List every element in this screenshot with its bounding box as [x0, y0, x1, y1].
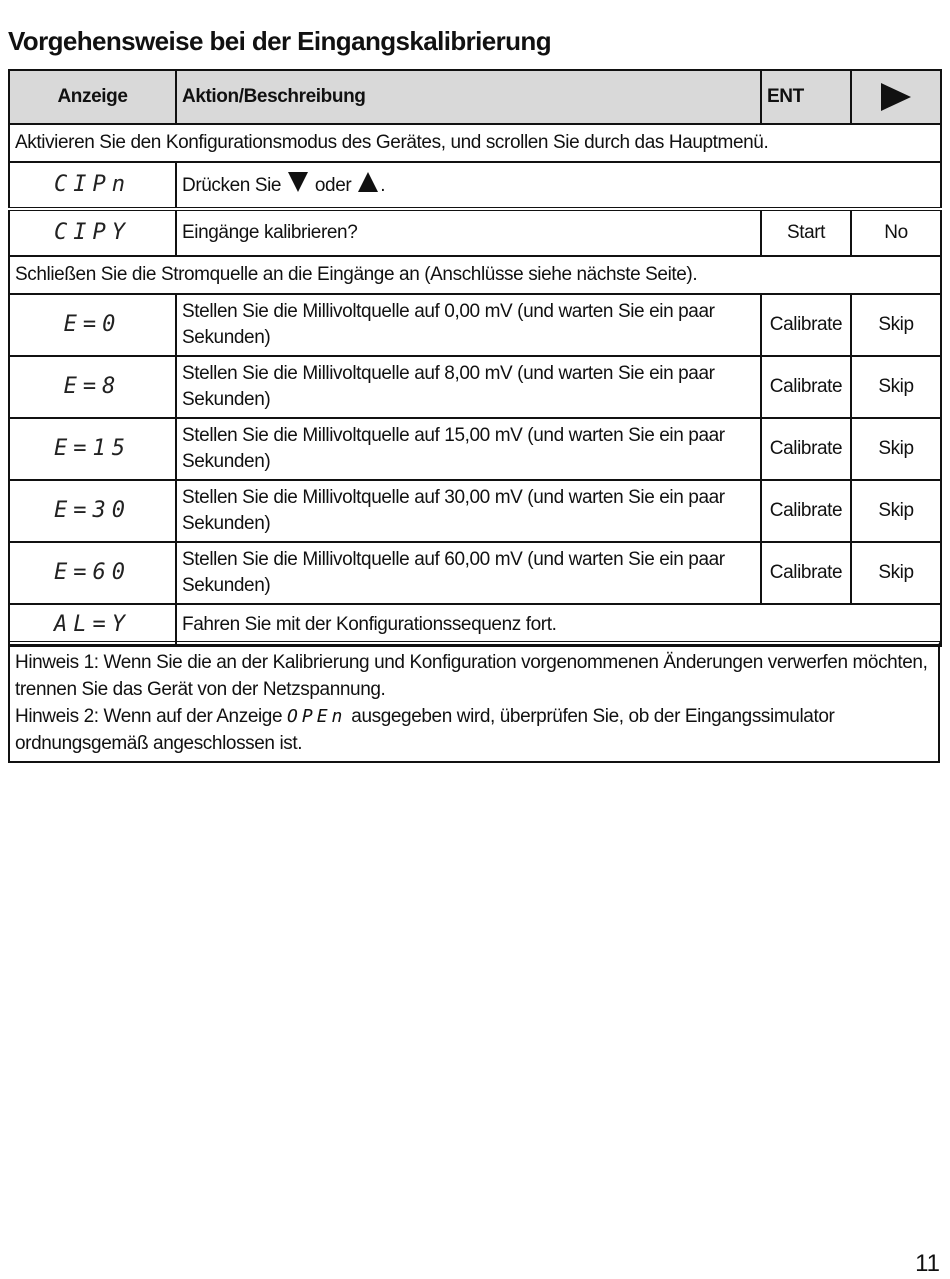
table-row-intro: [9, 124, 941, 162]
triangle-up-icon: [358, 172, 378, 192]
calibration-procedure-table: [8, 69, 942, 647]
calibrate-action: Calibrate: [761, 418, 851, 480]
table-row-calibration: [9, 542, 941, 604]
skip-action: Skip: [851, 356, 941, 418]
display-e30: E=30: [9, 480, 176, 542]
header-action: Aktion/Beschreibung: [176, 70, 761, 124]
note-2-display: OPEn: [287, 706, 347, 727]
calibration-text: Stellen Sie die Millivoltquelle auf 0,00 mV (und warten Sie ein paar Sekunden): [176, 294, 761, 356]
table-row-cipy: [9, 209, 941, 256]
display-aly: AL=Y: [9, 604, 176, 646]
display-cipn: CIPn: [9, 162, 176, 209]
note-2-before: Hinweis 2: Wenn auf der Anzeige: [15, 706, 283, 727]
note-1: Hinweis 1: Wenn Sie die an der Kalibrierung und Konfiguration vorgenommenen Änderungen verwerfen möchten, trennen Sie das Gerät von der Netzspannung.: [15, 652, 928, 700]
calibration-text: Stellen Sie die Millivoltquelle auf 8,00 mV (und warten Sie ein paar Sekunden): [176, 356, 761, 418]
skip-action: Skip: [851, 294, 941, 356]
triangle-down-icon: [288, 172, 308, 192]
connect-text: Schließen Sie die Stromquelle an die Eingänge an (Anschlüsse siehe nächste Seite).: [9, 256, 941, 294]
skip-action: Skip: [851, 418, 941, 480]
play-arrow-icon: [881, 83, 911, 111]
cipn-text-after: .: [380, 174, 386, 196]
calibration-text: Stellen Sie die Millivoltquelle auf 30,00 mV (und warten Sie ein paar Sekunden): [176, 480, 761, 542]
display-e15: E=15: [9, 418, 176, 480]
aly-text: Fahren Sie mit der Konfigurationssequenz fort.: [176, 604, 941, 646]
note-2-after: ausgegeben wird, überprüfen Sie, ob der Eingangssimulator ordnungsgemäß angeschlossen ist.: [15, 706, 835, 754]
calibration-text: Stellen Sie die Millivoltquelle auf 15,00 mV (und warten Sie ein paar Sekunden): [176, 418, 761, 480]
table-row-cipn: [9, 162, 941, 209]
calibrate-action: Calibrate: [761, 294, 851, 356]
display-e0: E=0: [9, 294, 176, 356]
cipy-next-action: No: [851, 209, 941, 256]
table-row-calibration: [9, 356, 941, 418]
table-row-calibration: [9, 418, 941, 480]
header-ent: ENT: [761, 70, 851, 124]
display-cipy: CIPY: [9, 209, 176, 256]
cipy-ent-action: Start: [761, 209, 851, 256]
header-next: [851, 70, 941, 124]
cipn-text-middle: oder: [314, 174, 352, 196]
table-header-row: [9, 70, 941, 124]
skip-action: Skip: [851, 480, 941, 542]
page-number: 11: [915, 1250, 940, 1277]
skip-action: Skip: [851, 542, 941, 604]
cipn-instruction: [176, 162, 941, 209]
calibrate-action: Calibrate: [761, 542, 851, 604]
calibrate-action: Calibrate: [761, 356, 851, 418]
page-title: Vorgehensweise bei der Eingangskalibrierung: [8, 26, 551, 56]
header-display: Anzeige: [9, 70, 176, 124]
notes-box: [8, 641, 940, 763]
cipy-text: Eingänge kalibrieren?: [176, 209, 761, 256]
display-e8: E=8: [9, 356, 176, 418]
calibration-text: Stellen Sie die Millivoltquelle auf 60,00 mV (und warten Sie ein paar Sekunden): [176, 542, 761, 604]
note-2: [15, 703, 933, 757]
table-row-connect: [9, 256, 941, 294]
display-e60: E=60: [9, 542, 176, 604]
calibrate-action: Calibrate: [761, 480, 851, 542]
table-row-aly: [9, 604, 941, 646]
table-row-calibration: [9, 294, 941, 356]
intro-text: Aktivieren Sie den Konfigurationsmodus des Gerätes, und scrollen Sie durch das Hauptmenü.: [9, 124, 941, 162]
cipn-text-before: Drücken Sie: [182, 174, 282, 196]
table-row-calibration: [9, 480, 941, 542]
